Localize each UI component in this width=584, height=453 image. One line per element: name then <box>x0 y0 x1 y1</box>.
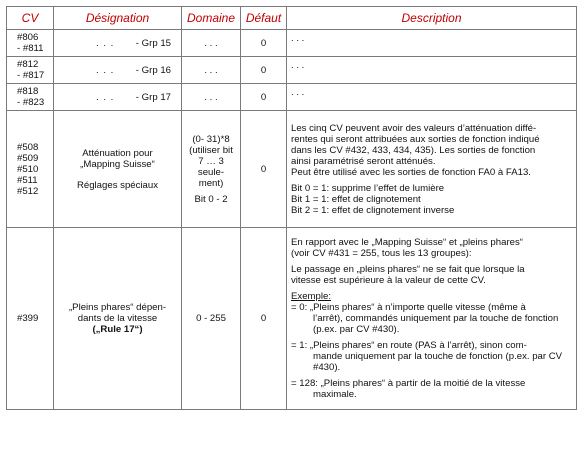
example-label: Exemple: <box>291 291 331 302</box>
table-row <box>7 84 577 111</box>
domain-cell: . . . <box>182 84 241 111</box>
header-designation: Désignation <box>54 7 182 30</box>
table-row <box>7 111 577 228</box>
cv-cell: #806 - #811 <box>7 30 54 57</box>
header-cv: CV <box>7 7 54 30</box>
table-row <box>7 30 577 57</box>
domain-cell: . . . <box>182 57 241 84</box>
description-cell: . . . <box>287 30 577 57</box>
cv-cell: #399 <box>7 228 54 410</box>
domain-cell: . . . <box>182 30 241 57</box>
default-cell: 0 <box>241 84 287 111</box>
cv-table <box>6 6 577 410</box>
description-cell: En rapport avec le „Mapping Suisse“ et „pleins phares“ (voir CV #431 = 255, tous les 13 groupes): Le passage en „pleins phares“ ne se fait que lorsque la vitesse est supérieure à la valeur de cette CV. Exemple: = 0: „Pleins phares“ à n’importe quelle vitesse (même à l’arrêt), commandés uniquement par la touche de fonction (p.ex. par CV #430). = 1: „Pleins phares“ en route (PAS à l’arrêt), sinon com- mande uniquement par la touche de fonction (p.ex. par CV #430). = 128: „Pleins phares“ à partir de la moitié de la vitesse maximale. <box>287 228 577 410</box>
designation-cell: . . . - Grp 15 <box>54 30 182 57</box>
default-cell: 0 <box>241 111 287 228</box>
default-cell: 0 <box>241 57 287 84</box>
designation-cell: . . . - Grp 16 <box>54 57 182 84</box>
cv-cell: #508 #509 #510 #511 #512 <box>7 111 54 228</box>
description-cell: . . . <box>287 57 577 84</box>
domain-cell: 0 - 255 <box>182 228 241 410</box>
header-default: Défaut <box>241 7 287 30</box>
cv-cell: #818 - #823 <box>7 84 54 111</box>
cv-cell: #812 - #817 <box>7 57 54 84</box>
header-row <box>7 7 577 30</box>
header-description: Description <box>287 7 577 30</box>
domain-cell: (0- 31)*8 (utiliser bit 7 … 3 seule- ment) Bit 0 - 2 <box>182 111 241 228</box>
default-cell: 0 <box>241 30 287 57</box>
table-row <box>7 57 577 84</box>
description-cell: Les cinq CV peuvent avoir des valeurs d’atténuation diffé- rentes qui seront attribuées aux sorties de fonction indiqué dans les CV #432, 433, 434, 435). Les sorties de fonction ainsi paramétrisé seront atténués. Peut être utilisé avec les sorties de fonction FA0 à FA13. Bit 0 = 1: supprime l’effet de lumière Bit 1 = 1: effet de clignotement Bit 2 = 1: effet de clignotement inverse <box>287 111 577 228</box>
table-row <box>7 228 577 410</box>
designation-cell: „Pleins phares“ dépen- dants de la vitesse („Rule 17“) <box>54 228 182 410</box>
description-cell: . . . <box>287 84 577 111</box>
designation-cell: . . . - Grp 17 <box>54 84 182 111</box>
designation-cell: Atténuation pour „Mapping Suisse“ Réglages spéciaux <box>54 111 182 228</box>
header-domain: Domaine <box>182 7 241 30</box>
default-cell: 0 <box>241 228 287 410</box>
